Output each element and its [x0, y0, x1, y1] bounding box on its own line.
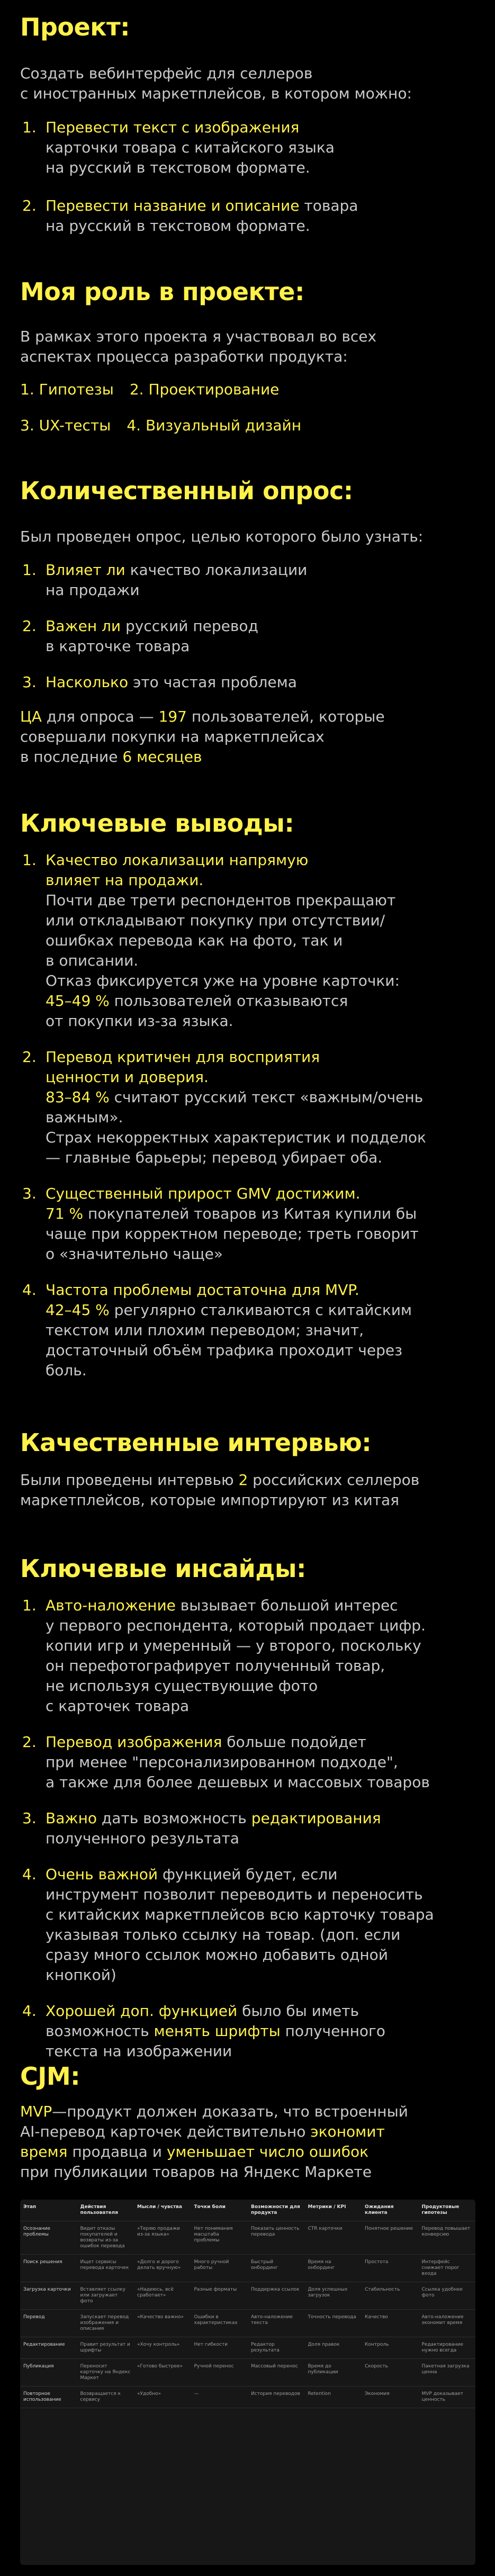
list-item — [20, 2001, 475, 2061]
item-text: качество локализации на продажи — [46, 561, 308, 599]
item-stat: 45–49 % — [46, 992, 110, 1010]
survey-intro: Был проведен опрос, целью которого было узнать: — [20, 528, 424, 545]
table-cell: История переводов — [248, 2386, 305, 2408]
project-intro: Создать вебинтерфейс для селлеров с иностранных маркетплейсов, в котором можно: — [20, 65, 412, 102]
table-cell: Нет гибкости — [191, 2337, 248, 2359]
item-text: покупателей товаров из Китая купили бы чаще при корректном переводе; треть говорит о «значительно чаще» — [46, 1205, 419, 1263]
table-cell: Понятное решение — [362, 2221, 419, 2255]
table-cell: Показать ценность перевода — [248, 2221, 305, 2255]
list-item — [20, 616, 475, 656]
table-header-cell: Этап — [20, 2200, 77, 2221]
table-header-cell: Действия пользователя — [77, 2200, 134, 2221]
insights-heading: Ключевые инсайды: — [20, 1554, 306, 1583]
table-cell: Пакетная загрузка ценна — [419, 2359, 476, 2386]
role-heading: Моя роль в проекте: — [20, 277, 304, 306]
item-text: регулярно сталкиваются с китайским текстом или плохим переводом; значит, достаточный объём трафика проходит через боль. — [46, 1301, 412, 1379]
item-text: было бы иметь возможность — [46, 2002, 359, 2040]
table-header-cell: Возможности для продукта — [248, 2200, 305, 2221]
item-highlight: Перевод критичен для восприятия ценности и доверия. — [46, 1048, 320, 1086]
table-cell: «Долго и дорого делать вручную» — [134, 2255, 191, 2282]
role-hypotheses: 1. Гипотезы — [20, 381, 114, 398]
table-cell: Нет понимания масштаба проблемы — [191, 2221, 248, 2255]
project-heading: Проект: — [20, 13, 130, 41]
table-body — [20, 2221, 475, 2408]
table-cell: Экономия — [362, 2386, 419, 2408]
table-cell: Ссылка удобнее фото — [419, 2282, 476, 2310]
item-text: это частая проблема — [128, 673, 297, 691]
interviews-text-part: российских селлеров маркетплейсов, которые импортируют из китая — [20, 1471, 420, 1509]
item-highlight: Существенный прирост GMV достижим. — [46, 1185, 361, 1202]
table-cell: Разные форматы — [191, 2282, 248, 2310]
table-cell: Повторное использование — [20, 2386, 77, 2408]
list-item — [20, 1865, 475, 1985]
item-text: функцией будет, если инструмент позволит переводить и переносить с китайских маркетплейсов всю карточку товара указывая только ссылку на товар. (доп. если сразу много ссылок можно добавить одной кнопкой) — [46, 1866, 434, 1984]
table-cell: Вставляет ссылку или загружает фото — [77, 2282, 134, 2310]
table-cell: «Хочу контроль» — [134, 2337, 191, 2359]
table-row — [20, 2282, 475, 2310]
item-number: 1. — [22, 119, 37, 136]
table-cell: «Удобно» — [134, 2386, 191, 2408]
item-number: 4. — [22, 1281, 37, 1299]
role-row-1 — [20, 380, 295, 400]
item-highlight: редактирования — [251, 1809, 381, 1827]
interviews-count: 2 — [238, 1471, 248, 1489]
project-goals-list — [20, 118, 475, 236]
list-item — [20, 118, 475, 178]
role-design-planning: 2. Проектирование — [129, 381, 280, 398]
list-item — [20, 196, 475, 236]
audience-label: ЦА — [20, 708, 42, 725]
table-cell: Поддержка ссылок — [248, 2282, 305, 2310]
table-cell: Стабильность — [362, 2282, 419, 2310]
item-text: больше подойдет при менее "персонализированном подходе", а также для более дешевых и массовых товаров — [46, 1733, 430, 1791]
table-cell: Редактор результата — [248, 2337, 305, 2359]
table-header-cell: Продуктовые гипотезы — [419, 2200, 476, 2221]
conclusions-list — [20, 850, 475, 1381]
table-cell: Ошибки в характеристиках — [191, 2310, 248, 2337]
item-highlight: Важен ли — [46, 617, 121, 635]
table-cell: Редактирование нужно всегда — [419, 2337, 476, 2359]
item-number: 2. — [22, 617, 37, 635]
item-highlight: Насколько — [46, 673, 129, 691]
interviews-heading: Качественные интервью: — [20, 1428, 372, 1457]
item-highlight: Перевод изображения — [46, 1733, 222, 1751]
item-number: 1. — [22, 561, 37, 579]
item-text: товара на русский в текстовом формате. — [46, 197, 358, 235]
cjm-text-highlight: экономит время — [20, 2123, 385, 2160]
role-intro: В рамках этого проекта я участвовал во всех аспектах процесса разработки продукта: — [20, 328, 377, 365]
table-cell: Правит результат и шрифты — [77, 2337, 134, 2359]
item-highlight: Влияет ли — [46, 561, 125, 579]
item-number: 1. — [22, 851, 37, 869]
audience-text: для опроса — — [41, 708, 159, 725]
item-highlight: Качество локализации напрямую влияет на продажи. — [46, 851, 309, 889]
cjm-text: продавца и — [67, 2143, 167, 2160]
audience-text: пользователей, которые совершали покупки на маркетплейсах в последние — [20, 708, 385, 765]
table-cell: Интерфейс снижает порог входа — [419, 2255, 476, 2282]
table-cell: Осознание проблемы — [20, 2221, 77, 2255]
item-text: дать возможность — [97, 1809, 251, 1827]
item-text: полученного результата — [46, 1830, 239, 1847]
item-text: карточки товара с китайского языка на русский в текстовом формате. — [46, 139, 335, 176]
table-cell: CTR карточки — [305, 2221, 362, 2255]
item-highlight: Очень важной — [46, 1866, 158, 1883]
role-row-2 — [20, 416, 317, 436]
item-text: вызывает большой интерес у первого респондента, который продает цифр. копии игр и умеренный — у второго, поскольку он перефотографирует полученный товар, не используя существующие фото с карточек товара — [46, 1597, 426, 1715]
cjm-text-highlight: уменьшает число ошибок — [166, 2143, 369, 2160]
item-stat: 83–84 % — [46, 1088, 110, 1106]
table-header-cell: Точки боли — [191, 2200, 248, 2221]
table-cell: Ручной перенос — [191, 2359, 248, 2386]
list-item — [20, 1280, 475, 1381]
table-cell: Время на онбординг — [305, 2255, 362, 2282]
table-cell: Простота — [362, 2255, 419, 2282]
role-ux-tests: 3. UX-тесты — [20, 417, 111, 434]
survey-goals-list — [20, 560, 475, 692]
item-highlight: Важно — [46, 1809, 97, 1827]
table-row — [20, 2310, 475, 2337]
item-highlight: Хорошей доп. функцией — [46, 2002, 238, 2020]
item-number: 2. — [22, 1048, 37, 1066]
table-cell: Много ручной работы — [191, 2255, 248, 2282]
table-cell: Перевод — [20, 2310, 77, 2337]
table-cell: «Качество важно» — [134, 2310, 191, 2337]
cjm-table — [20, 2200, 475, 2408]
table-cell: Авто-наложение экономит время — [419, 2310, 476, 2337]
cjm-text-highlight: MVP — [20, 2103, 52, 2120]
item-highlight: менять шрифты — [154, 2022, 281, 2040]
item-number: 3. — [22, 1185, 37, 1202]
table-cell: Публикация — [20, 2359, 77, 2386]
table-row — [20, 2337, 475, 2359]
table-cell: Быстрый онбординг — [248, 2255, 305, 2282]
list-item — [20, 1184, 475, 1264]
table-cell: Retention — [305, 2386, 362, 2408]
table-row — [20, 2386, 475, 2408]
interviews-text — [20, 1470, 475, 1510]
list-item — [20, 560, 475, 600]
list-item — [20, 1732, 475, 1793]
item-text: считают русский текст «важным/очень важным». Страх некорректных характеристик и подделок — главные барьеры; перевод убирает оба. — [46, 1088, 426, 1166]
table-header-cell: Мысли / чувства — [134, 2200, 191, 2221]
cjm-intro — [20, 2102, 475, 2182]
table-row — [20, 2359, 475, 2386]
table-cell: Поиск решения — [20, 2255, 77, 2282]
list-item — [20, 1808, 475, 1849]
table-cell: Видит отказы покупателей и возвраты из-за ошибок перевода — [77, 2221, 134, 2255]
table-cell: Время до публикации — [305, 2359, 362, 2386]
item-number: 2. — [22, 1733, 37, 1751]
insights-list — [20, 1596, 475, 2061]
item-number: 4. — [22, 1866, 37, 1883]
table-cell: Доля правок — [305, 2337, 362, 2359]
item-number: 2. — [22, 197, 37, 214]
list-item — [20, 1596, 475, 1716]
audience-period: 6 месяцев — [122, 748, 202, 765]
item-highlight: Перевести текст с изображения — [46, 119, 300, 136]
item-stat: 42–45 % — [46, 1301, 110, 1319]
item-text: русский перевод в карточке товара — [46, 617, 258, 655]
item-text: полученного текста на изображении — [46, 2022, 385, 2060]
table-cell: Авто-наложение текста — [248, 2310, 305, 2337]
cjm-text: —продукт должен доказать, что встроенный AI-перевод карточек действительно — [20, 2103, 408, 2140]
table-row — [20, 2221, 475, 2255]
list-item — [20, 672, 475, 692]
item-number: 3. — [22, 1809, 37, 1827]
list-item — [20, 850, 475, 1031]
table-cell: Редактирование — [20, 2337, 77, 2359]
table-cell: Контроль — [362, 2337, 419, 2359]
item-highlight: Частота проблемы достаточна для MVP. — [46, 1281, 359, 1299]
item-stat: 71 % — [46, 1205, 84, 1222]
table-cell: Возвращается к сервису — [77, 2386, 134, 2408]
item-highlight: Перевести название и описание — [46, 197, 300, 214]
audience-count: 197 — [158, 708, 187, 725]
table-row — [20, 2255, 475, 2282]
table-cell: Переносит карточку на Яндекс Маркет — [77, 2359, 134, 2386]
item-text: пользователей отказываются от покупки из-за языка. — [46, 992, 348, 1030]
table-cell: Доля успешных загрузок — [305, 2282, 362, 2310]
list-item — [20, 1047, 475, 1168]
table-cell: Загрузка карточки — [20, 2282, 77, 2310]
table-header-cell: Метрики / KPI — [305, 2200, 362, 2221]
table-header-cell: Ожидания клиента — [362, 2200, 419, 2221]
table-cell: «Надеюсь, всё сработает» — [134, 2282, 191, 2310]
table-cell: Скорость — [362, 2359, 419, 2386]
cjm-heading: CJM: — [20, 2062, 80, 2091]
table-cell: Ищет сервисы перевода карточек — [77, 2255, 134, 2282]
item-highlight: Авто-наложение — [46, 1597, 176, 1614]
conclusions-heading: Ключевые выводы: — [20, 809, 294, 837]
item-number: 1. — [22, 1597, 37, 1614]
interviews-text-part: Были проведены интервью — [20, 1471, 239, 1489]
cjm-text: при публикации товаров на Яндекс Маркете — [20, 2163, 372, 2181]
table-cell: «Готово быстрее» — [134, 2359, 191, 2386]
item-text: Почти две трети респондентов прекращают или откладывают покупку при отсутствии/ ошибках перевода как на фото, так и в описании. Отказ фиксируется уже на уровне карточки: — [46, 891, 400, 989]
table-cell: «Теряю продажи из-за языка» — [134, 2221, 191, 2255]
cjm-table-image — [20, 2200, 475, 2565]
table-header-row — [20, 2200, 475, 2221]
item-number: 3. — [22, 673, 37, 691]
table-cell: — — [191, 2386, 248, 2408]
table-cell: Качество — [362, 2310, 419, 2337]
item-number: 4. — [22, 2002, 37, 2020]
survey-heading: Количественный опрос: — [20, 476, 353, 505]
table-cell: Точность перевода — [305, 2310, 362, 2337]
role-visual-design: 4. Визуальный дизайн — [127, 417, 302, 434]
table-cell: Перевод повышает конверсию — [419, 2221, 476, 2255]
table-cell: Запускает перевод изображения и описания — [77, 2310, 134, 2337]
table-cell: MVP доказывает ценность — [419, 2386, 476, 2408]
survey-audience — [20, 707, 475, 767]
table-cell: Массовый перенос — [248, 2359, 305, 2386]
